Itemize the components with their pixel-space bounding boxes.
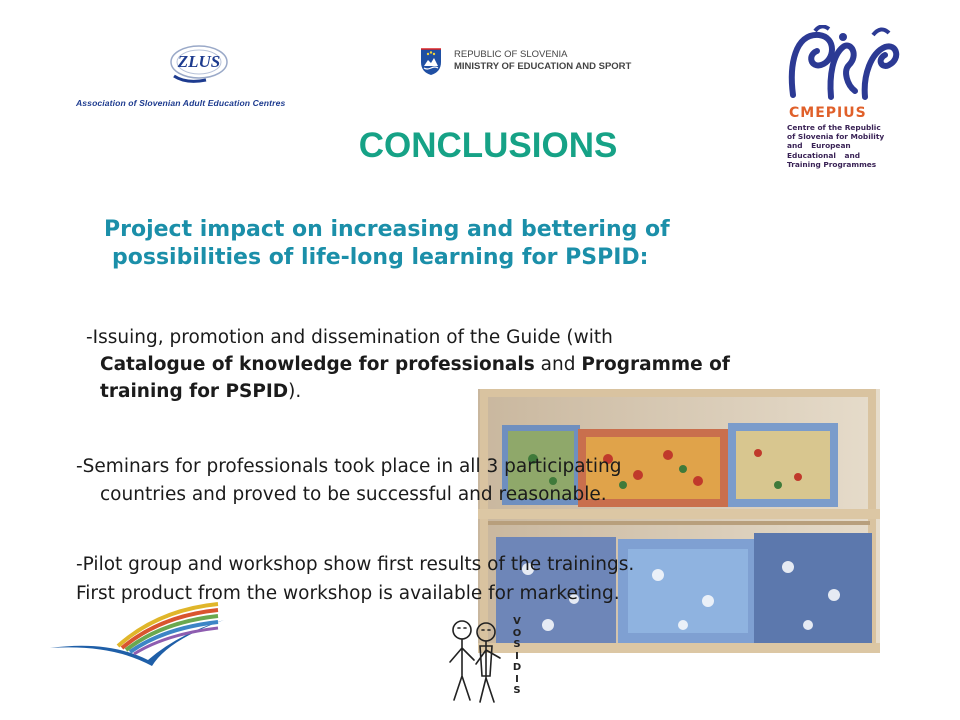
- ministry-line1: REPUBLIC OF SLOVENIA: [454, 49, 568, 60]
- vosidis-logo: [444, 616, 530, 716]
- cmepius-figures-icon: [785, 25, 903, 105]
- slovenia-coat-of-arms-icon: [420, 48, 442, 76]
- zlus-logo: [76, 40, 322, 108]
- bullet-guide: [86, 324, 730, 405]
- vosidis-figures-icon: [444, 616, 508, 706]
- eu-swoosh-icon: [48, 600, 238, 672]
- bullet2-line1: -Seminars for professionals took place in all 3 participating: [76, 456, 622, 477]
- ministry-logo: [410, 48, 650, 78]
- cmepius-caption: Centre of the Republic of Slovenia for Mobility and European Educational and Training Programmes: [787, 123, 885, 169]
- bullet1-line3: training for PSPID).: [100, 381, 302, 402]
- bullet2-line2: countries and proved to be successful and reasonable.: [100, 484, 607, 505]
- vosidis-wordmark: V O S I D I S: [512, 616, 522, 696]
- bullet1-line1: -Issuing, promotion and dissemination of the Guide (with: [86, 327, 613, 348]
- cmepius-wordmark: CMEPIUS: [789, 105, 867, 121]
- zlus-caption: Association of Slovenian Adult Education Centres: [76, 98, 286, 108]
- zlus-mark: ZLUS: [177, 52, 221, 71]
- bullet1-line2: Catalogue of knowledge for professionals and Programme of: [100, 354, 730, 375]
- subtitle-line1: Project impact on increasing and bettering of: [104, 217, 670, 242]
- bullet-seminars: [76, 453, 621, 509]
- bullet3-line2: First product from the workshop is available for marketing.: [76, 583, 620, 604]
- bullet3-line1: -Pilot group and workshop show first results of the trainings.: [76, 554, 635, 575]
- workshop-products-photo: [478, 389, 880, 653]
- slide-title: CONCLUSIONS: [358, 126, 618, 165]
- ministry-line2: MINISTRY OF EDUCATION AND SPORT: [454, 61, 632, 72]
- slide-subtitle: [104, 216, 670, 272]
- subtitle-line2: possibilities of life-long learning for PSPID:: [112, 245, 649, 270]
- eu-lifelong-learning-logo: [48, 600, 238, 672]
